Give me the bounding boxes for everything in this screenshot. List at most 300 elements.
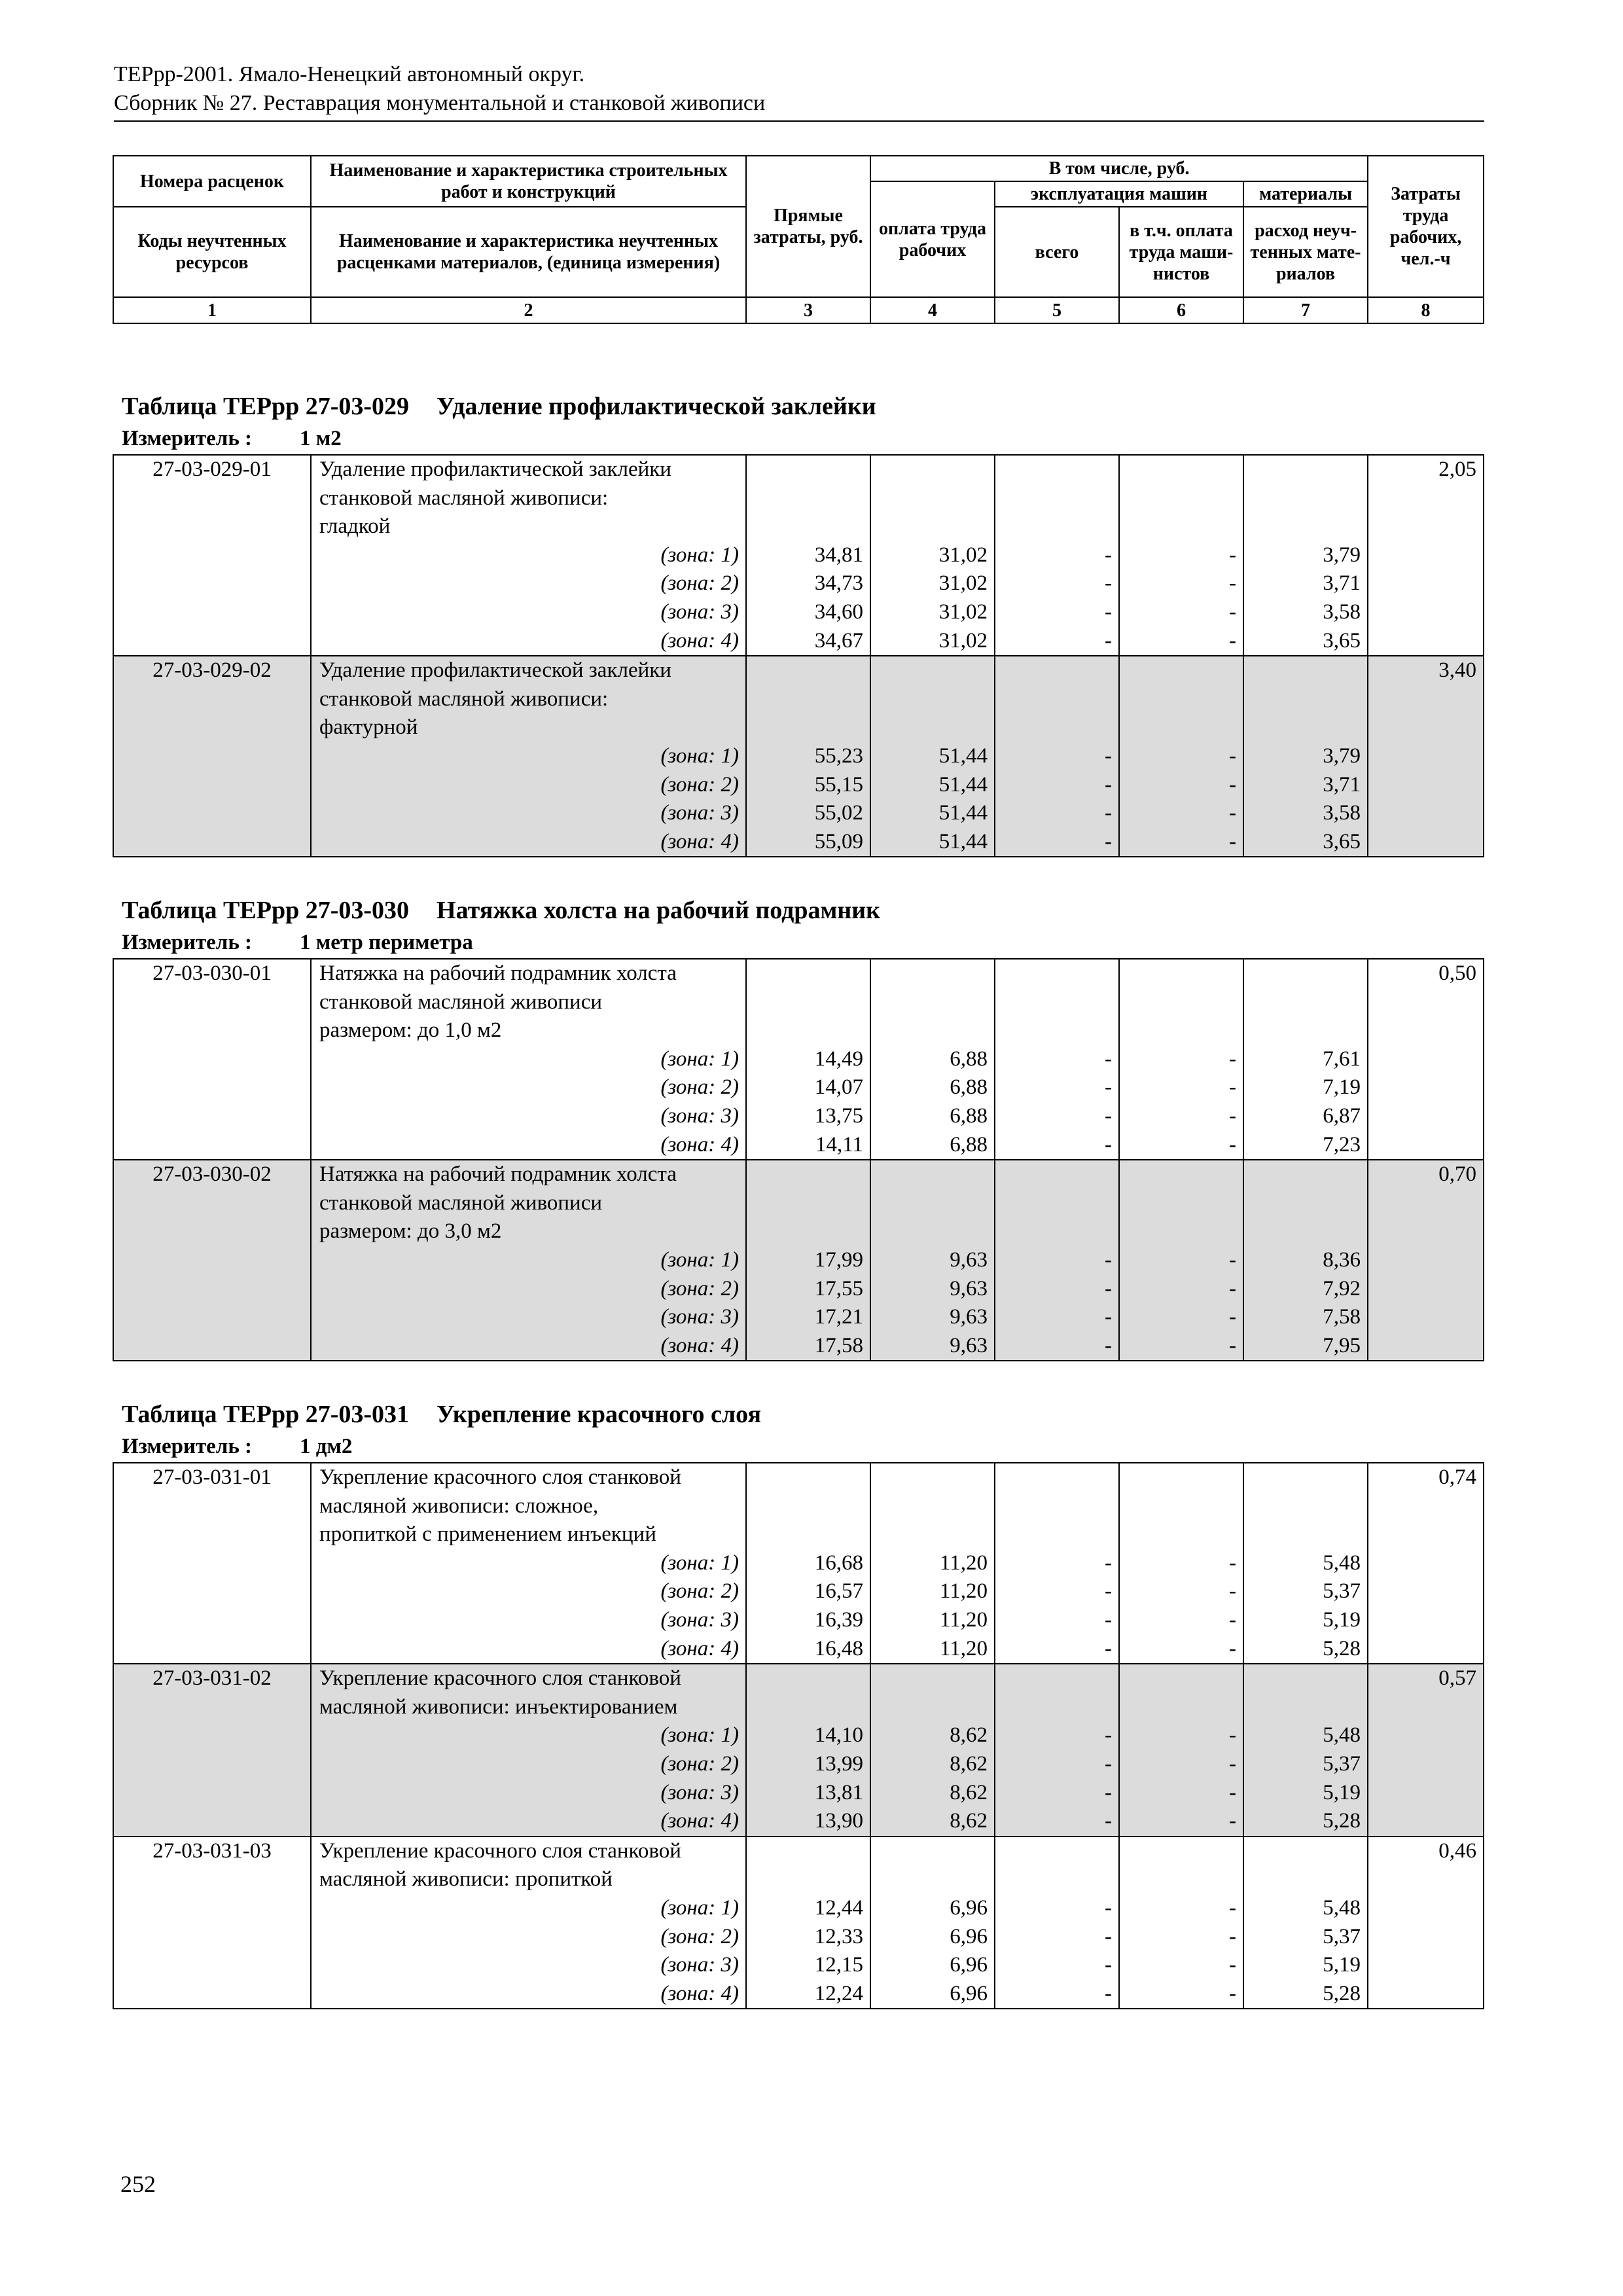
machine-cost-value: - [1105, 1981, 1112, 2005]
material-cost-value: 5,37 [1323, 1924, 1361, 1948]
zone-label: (зона: 2) [660, 1924, 739, 1948]
labor-pay-value: 6,88 [950, 1103, 988, 1128]
zone-label: (зона: 3) [660, 1953, 739, 1977]
measure-value: 1 м2 [300, 427, 342, 450]
material-cost-value: 5,48 [1323, 1895, 1361, 1920]
zone-label: (зона: 4) [660, 1981, 739, 2005]
description-line: Удаление профилактической заклейки [319, 658, 671, 683]
labor-pay-value: 31,02 [938, 600, 988, 624]
material-cost-value: 3,58 [1323, 600, 1361, 624]
rate-code [113, 1837, 311, 2009]
machine-cost-value: - [1105, 1103, 1112, 1128]
material-cost-value: 3,58 [1323, 801, 1361, 825]
rate-table [113, 1462, 1484, 2009]
labor-pay-value: 11,20 [939, 1551, 988, 1575]
labor-pay-value: 6,96 [950, 1895, 988, 1920]
description-line: масляной живописи: инъектированием [319, 1695, 678, 1719]
column-header-table [113, 155, 1484, 324]
labor-hours-value: 0,50 [1438, 961, 1476, 985]
description-line: Натяжка на рабочий подрамник холста [319, 961, 677, 985]
material-cost-value: 5,37 [1323, 1751, 1361, 1776]
description-line: пропиткой с применением инъекций [319, 1522, 656, 1547]
material-cost-value: 3,65 [1323, 829, 1361, 853]
machinist-pay [1119, 1837, 1243, 2009]
labor-pay [870, 656, 995, 857]
machine-cost-value: - [1105, 829, 1112, 853]
labor-pay-value: 11,20 [939, 1636, 988, 1660]
direct-cost-value: 12,24 [814, 1981, 863, 2005]
machinist-pay-value: - [1229, 1607, 1236, 1632]
col-materials: материалы [1243, 181, 1368, 207]
zone-label: (зона: 2) [660, 772, 739, 797]
col-name-bottom: Наименование и характеристика неучтенных расценками материалов, (единица измерения) [311, 207, 746, 297]
direct-cost-value: 55,09 [814, 829, 863, 853]
machine-cost-value: - [1105, 1723, 1112, 1748]
zone-label: (зона: 1) [660, 744, 739, 768]
labor-hours-value: 0,74 [1438, 1465, 1476, 1489]
direct-cost [746, 1664, 870, 1837]
description-line: гладкой [319, 514, 391, 539]
labor-pay-value: 6,88 [950, 1047, 988, 1071]
table-row [113, 656, 1484, 857]
machinist-pay-value: - [1229, 1809, 1236, 1833]
description-line: размером: до 1,0 м2 [319, 1018, 502, 1043]
rate-code-text: 27-03-029-01 [152, 457, 272, 481]
material-cost-value: 5,19 [1323, 1607, 1361, 1632]
labor-hours-value: 2,05 [1438, 457, 1476, 481]
labor-pay-value: 6,96 [950, 1924, 988, 1948]
measure-value: 1 дм2 [300, 1435, 353, 1458]
machine-cost-value: - [1105, 1247, 1112, 1272]
labor-pay-value: 51,44 [938, 744, 988, 768]
machinist-pay-value: - [1229, 1247, 1236, 1272]
machinist-pay-value: - [1229, 1751, 1236, 1776]
direct-cost [746, 959, 870, 1160]
rate-description [311, 1837, 746, 2009]
rate-code [113, 1664, 311, 1837]
material-cost [1243, 959, 1368, 1160]
table-row [113, 1664, 1484, 1837]
direct-cost-value: 13,81 [814, 1780, 863, 1804]
table-title [122, 391, 1483, 425]
machine-cost [995, 455, 1119, 656]
col-total: всего [995, 207, 1119, 297]
material-cost-value: 5,48 [1323, 1551, 1361, 1575]
material-cost-value: 7,61 [1323, 1047, 1361, 1071]
zone-label: (зона: 4) [660, 1132, 739, 1157]
direct-cost-value: 17,55 [814, 1276, 863, 1300]
machine-cost-value: - [1105, 1751, 1112, 1776]
direct-cost-value: 17,58 [814, 1333, 863, 1357]
col-codes-top: Номера расценок [113, 156, 311, 207]
machine-cost-value: - [1105, 543, 1112, 567]
zone-label: (зона: 4) [660, 829, 739, 853]
zone-label: (зона: 1) [660, 1047, 739, 1071]
machine-cost-value: - [1105, 1780, 1112, 1804]
direct-cost-value: 13,75 [814, 1103, 863, 1128]
col-number: 5 [995, 297, 1119, 323]
labor-pay-value: 31,02 [938, 628, 988, 653]
machinist-pay-value: - [1229, 801, 1236, 825]
material-cost-value: 5,28 [1323, 1981, 1361, 2005]
machine-cost-value: - [1105, 1047, 1112, 1071]
direct-cost-value: 34,67 [814, 628, 863, 653]
material-cost-value: 7,58 [1323, 1305, 1361, 1329]
rate-table [113, 454, 1484, 857]
material-cost-value: 5,19 [1323, 1780, 1361, 1804]
zone-label: (зона: 2) [660, 1075, 739, 1100]
header-line-1: ТЕРрр-2001. Ямало-Ненецкий автономный округ. [114, 62, 585, 86]
description-line: Укрепление красочного слоя станковой [319, 1666, 681, 1691]
col-number: 3 [746, 297, 870, 323]
direct-cost-value: 16,48 [814, 1636, 863, 1660]
labor-hours [1368, 1664, 1484, 1837]
direct-cost-value: 13,90 [814, 1809, 863, 1833]
labor-pay-value: 8,62 [950, 1723, 988, 1748]
direct-cost-value: 34,73 [814, 571, 863, 596]
machinist-pay-value: - [1229, 1981, 1236, 2005]
machine-cost [995, 1837, 1119, 2009]
labor-pay-value: 6,88 [950, 1075, 988, 1100]
direct-cost-value: 14,07 [814, 1075, 863, 1100]
material-cost-value: 5,48 [1323, 1723, 1361, 1748]
machine-cost-value: - [1105, 1607, 1112, 1632]
material-cost-value: 3,79 [1323, 744, 1361, 768]
rate-description [311, 1160, 746, 1361]
machine-cost-value: - [1105, 1551, 1112, 1575]
machinist-pay-value: - [1229, 1103, 1236, 1128]
machinist-pay-value: - [1229, 772, 1236, 797]
machinist-pay-value: - [1229, 1305, 1236, 1329]
col-name-top: Наименование и характеристика строительных работ и конструкций [311, 156, 746, 207]
rate-code-text: 27-03-029-02 [152, 658, 272, 683]
col-number: 1 [113, 297, 311, 323]
machinist-pay-value: - [1229, 1953, 1236, 1977]
description-line: Натяжка на рабочий подрамник холста [319, 1162, 677, 1187]
material-cost-value: 7,19 [1323, 1075, 1361, 1100]
material-cost-value: 6,87 [1323, 1103, 1361, 1128]
rate-code [113, 455, 311, 656]
col-mach-pay: в т.ч. оплата труда маши-нистов [1119, 207, 1243, 297]
direct-cost-value: 12,15 [814, 1953, 863, 1977]
machinist-pay-value: - [1229, 571, 1236, 596]
labor-pay-value: 51,44 [938, 829, 988, 853]
machine-cost-value: - [1105, 571, 1112, 596]
zone-label: (зона: 3) [660, 1780, 739, 1804]
labor-hours [1368, 1837, 1484, 2009]
zone-label: (зона: 4) [660, 1636, 739, 1660]
header-rule [114, 120, 1484, 122]
table-title [122, 895, 1483, 929]
col-number: 4 [870, 297, 995, 323]
direct-cost-value: 16,39 [814, 1607, 863, 1632]
material-cost [1243, 455, 1368, 656]
machine-cost-value: - [1105, 772, 1112, 797]
direct-cost [746, 455, 870, 656]
measure-label: Измеритель : [122, 1435, 253, 1458]
labor-hours-value: 3,40 [1438, 658, 1476, 683]
measure-value: 1 метр периметра [300, 931, 473, 954]
description-line: Укрепление красочного слоя станковой [319, 1465, 681, 1489]
machine-cost-value: - [1105, 1953, 1112, 1977]
direct-cost-value: 13,99 [814, 1751, 863, 1776]
zone-label: (зона: 2) [660, 1751, 739, 1776]
machinist-pay-value: - [1229, 1132, 1236, 1157]
rate-code-text: 27-03-030-01 [152, 961, 272, 985]
labor-hours [1368, 1463, 1484, 1664]
machinist-pay-value: - [1229, 1895, 1236, 1920]
machinist-pay-value: - [1229, 1579, 1236, 1604]
table-row [113, 455, 1484, 656]
rate-table-section [113, 1399, 1483, 2009]
labor-pay-value: 6,88 [950, 1132, 988, 1157]
measure-label: Измеритель : [122, 427, 253, 450]
rate-table-section [113, 391, 1483, 857]
labor-pay-value: 6,96 [950, 1981, 988, 2005]
description-line: станковой масляной живописи [319, 1191, 603, 1215]
direct-cost-value: 34,81 [814, 543, 863, 567]
machinist-pay-value: - [1229, 1924, 1236, 1948]
material-cost-value: 3,71 [1323, 772, 1361, 797]
labor-hours [1368, 656, 1484, 857]
rate-description [311, 1463, 746, 1664]
labor-pay [870, 959, 995, 1160]
header-line-2: Сборник № 27. Реставрация монументальной и станковой живописи [114, 91, 766, 115]
zone-label: (зона: 1) [660, 1247, 739, 1272]
description-line: станковой масляной живописи [319, 990, 603, 1014]
machinist-pay [1119, 1463, 1243, 1664]
page-header [114, 60, 1484, 122]
zone-label: (зона: 4) [660, 628, 739, 653]
labor-hours-value: 0,46 [1438, 1839, 1476, 1863]
labor-pay [870, 1463, 995, 1664]
direct-cost-value: 55,23 [814, 744, 863, 768]
machinist-pay-value: - [1229, 1075, 1236, 1100]
table-name: Укрепление красочного слоя [437, 1401, 762, 1428]
material-cost-value: 7,92 [1323, 1276, 1361, 1300]
col-number: 8 [1368, 297, 1484, 323]
machine-cost-value: - [1105, 1924, 1112, 1948]
machine-cost [995, 1664, 1119, 1837]
direct-cost [746, 656, 870, 857]
material-cost-value: 5,28 [1323, 1809, 1361, 1833]
machine-cost-value: - [1105, 1895, 1112, 1920]
rate-table [113, 958, 1484, 1361]
description-line: Удаление профилактической заклейки [319, 457, 671, 481]
description-line: Укрепление красочного слоя станковой [319, 1839, 681, 1863]
description-line: станковой масляной живописи: [319, 486, 609, 510]
zone-label: (зона: 2) [660, 1276, 739, 1300]
direct-cost-value: 14,49 [814, 1047, 863, 1071]
zone-label: (зона: 3) [660, 1103, 739, 1128]
machine-cost-value: - [1105, 1075, 1112, 1100]
machinist-pay-value: - [1229, 829, 1236, 853]
col-incl: В том числе, руб. [870, 156, 1368, 181]
labor-pay-value: 51,44 [938, 772, 988, 797]
rate-description [311, 959, 746, 1160]
zone-label: (зона: 3) [660, 600, 739, 624]
direct-cost-value: 14,10 [814, 1723, 863, 1748]
material-cost-value: 3,65 [1323, 628, 1361, 653]
description-line: станковой масляной живописи: [319, 687, 609, 711]
zone-label: (зона: 1) [660, 1895, 739, 1920]
machine-cost [995, 959, 1119, 1160]
rate-code-text: 27-03-031-02 [152, 1666, 272, 1691]
material-cost-value: 5,28 [1323, 1636, 1361, 1660]
table-row [113, 1160, 1484, 1361]
table-row [113, 959, 1484, 1160]
material-cost-value: 7,95 [1323, 1333, 1361, 1357]
machine-cost-value: - [1105, 1276, 1112, 1300]
labor-pay-value: 11,20 [939, 1579, 988, 1604]
rate-code-text: 27-03-030-02 [152, 1162, 272, 1187]
machinist-pay-value: - [1229, 1333, 1236, 1357]
direct-cost-value: 12,33 [814, 1924, 863, 1948]
labor-pay-value: 9,63 [950, 1247, 988, 1272]
measure-label: Измеритель : [122, 931, 253, 954]
table-code: Таблица ТЕРрр 27-03-031 [122, 1401, 410, 1428]
table-code: Таблица ТЕРрр 27-03-030 [122, 897, 410, 924]
col-number: 7 [1243, 297, 1368, 323]
page-number: 252 [120, 2171, 156, 2197]
machine-cost [995, 1160, 1119, 1361]
machinist-pay-value: - [1229, 628, 1236, 653]
machine-cost-value: - [1105, 1579, 1112, 1604]
direct-cost-value: 17,99 [814, 1247, 863, 1272]
machinist-pay [1119, 1664, 1243, 1837]
labor-pay-value: 9,63 [950, 1333, 988, 1357]
material-cost [1243, 1160, 1368, 1361]
zone-label: (зона: 3) [660, 1607, 739, 1632]
zone-label: (зона: 2) [660, 571, 739, 596]
col-direct: Прямые затраты, руб. [746, 156, 870, 297]
material-cost-value: 3,79 [1323, 543, 1361, 567]
machine-cost-value: - [1105, 1333, 1112, 1357]
table-row [113, 1463, 1484, 1664]
material-cost [1243, 1664, 1368, 1837]
machinist-pay-value: - [1229, 1276, 1236, 1300]
col-labor: Затраты труда рабочих, чел.-ч [1368, 156, 1484, 297]
zone-label: (зона: 1) [660, 543, 739, 567]
zone-label: (зона: 1) [660, 1723, 739, 1748]
zone-label: (зона: 4) [660, 1809, 739, 1833]
rate-code-text: 27-03-031-03 [152, 1839, 272, 1863]
material-cost [1243, 656, 1368, 857]
machinist-pay [1119, 959, 1243, 1160]
col-number: 6 [1119, 297, 1243, 323]
direct-cost-value: 17,21 [814, 1305, 863, 1329]
column-numbers-row [113, 297, 1484, 323]
direct-cost [746, 1837, 870, 2009]
table-code: Таблица ТЕРрр 27-03-029 [122, 393, 410, 420]
description-line: фактурной [319, 715, 418, 740]
measure-unit [122, 425, 1483, 454]
labor-pay-value: 9,63 [950, 1305, 988, 1329]
machinist-pay-value: - [1229, 1636, 1236, 1660]
zone-label: (зона: 3) [660, 801, 739, 825]
labor-pay-value: 51,44 [938, 801, 988, 825]
rate-description [311, 455, 746, 656]
col-machines: эксплуатация машин [995, 181, 1243, 207]
description-line: масляной живописи: пропиткой [319, 1867, 613, 1892]
labor-pay [870, 1664, 995, 1837]
machine-cost-value: - [1105, 1809, 1112, 1833]
zone-label: (зона: 3) [660, 1305, 739, 1329]
machine-cost-value: - [1105, 628, 1112, 653]
machine-cost-value: - [1105, 744, 1112, 768]
labor-hours-value: 0,57 [1438, 1666, 1476, 1691]
labor-hours [1368, 1160, 1484, 1361]
labor-hours-value: 0,70 [1438, 1162, 1476, 1187]
machinist-pay [1119, 1160, 1243, 1361]
col-codes-bottom: Коды неучтенных ресурсов [113, 207, 311, 297]
machinist-pay-value: - [1229, 1780, 1236, 1804]
rate-code [113, 1160, 311, 1361]
direct-cost-value: 34,60 [814, 600, 863, 624]
table-name: Удаление профилактической заклейки [437, 393, 876, 420]
labor-pay-value: 8,62 [950, 1780, 988, 1804]
machinist-pay-value: - [1229, 1723, 1236, 1748]
description-line: размером: до 3,0 м2 [319, 1219, 502, 1244]
labor-pay [870, 1837, 995, 2009]
measure-unit [122, 1433, 1483, 1462]
labor-pay-value: 8,62 [950, 1809, 988, 1833]
material-cost-value: 8,36 [1323, 1247, 1361, 1272]
rate-code [113, 959, 311, 1160]
material-cost-value: 5,19 [1323, 1953, 1361, 1977]
zone-label: (зона: 4) [660, 1333, 739, 1357]
labor-pay [870, 455, 995, 656]
direct-cost-value: 55,02 [814, 801, 863, 825]
machinist-pay [1119, 455, 1243, 656]
labor-hours [1368, 455, 1484, 656]
machinist-pay-value: - [1229, 600, 1236, 624]
rate-description [311, 1664, 746, 1837]
rate-code-text: 27-03-031-01 [152, 1465, 272, 1489]
direct-cost-value: 16,68 [814, 1551, 863, 1575]
machinist-pay-value: - [1229, 1047, 1236, 1071]
machine-cost-value: - [1105, 1636, 1112, 1660]
machinist-pay-value: - [1229, 744, 1236, 768]
machine-cost-value: - [1105, 1305, 1112, 1329]
machine-cost [995, 656, 1119, 857]
labor-pay-value: 8,62 [950, 1751, 988, 1776]
measure-unit [122, 929, 1483, 958]
col-unaccounted: расход неуч-тенных мате-риалов [1243, 207, 1368, 297]
zone-label: (зона: 2) [660, 1579, 739, 1604]
zone-label: (зона: 1) [660, 1551, 739, 1575]
col-number: 2 [311, 297, 746, 323]
labor-pay-value: 31,02 [938, 571, 988, 596]
machinist-pay-value: - [1229, 1551, 1236, 1575]
machine-cost-value: - [1105, 600, 1112, 624]
rate-table-section [113, 895, 1483, 1361]
machine-cost-value: - [1105, 801, 1112, 825]
direct-cost-value: 16,57 [814, 1579, 863, 1604]
labor-pay-value: 11,20 [939, 1607, 988, 1632]
direct-cost-value: 14,11 [815, 1132, 863, 1157]
direct-cost [746, 1160, 870, 1361]
material-cost-value: 7,23 [1323, 1132, 1361, 1157]
direct-cost-value: 55,15 [814, 772, 863, 797]
material-cost [1243, 1463, 1368, 1664]
labor-pay [870, 1160, 995, 1361]
table-name: Натяжка холста на рабочий подрамник [437, 897, 881, 924]
table-title [122, 1399, 1483, 1433]
direct-cost-value: 12,44 [814, 1895, 863, 1920]
col-labor-pay: оплата труда рабочих [870, 181, 995, 297]
table-row [113, 1837, 1484, 2009]
